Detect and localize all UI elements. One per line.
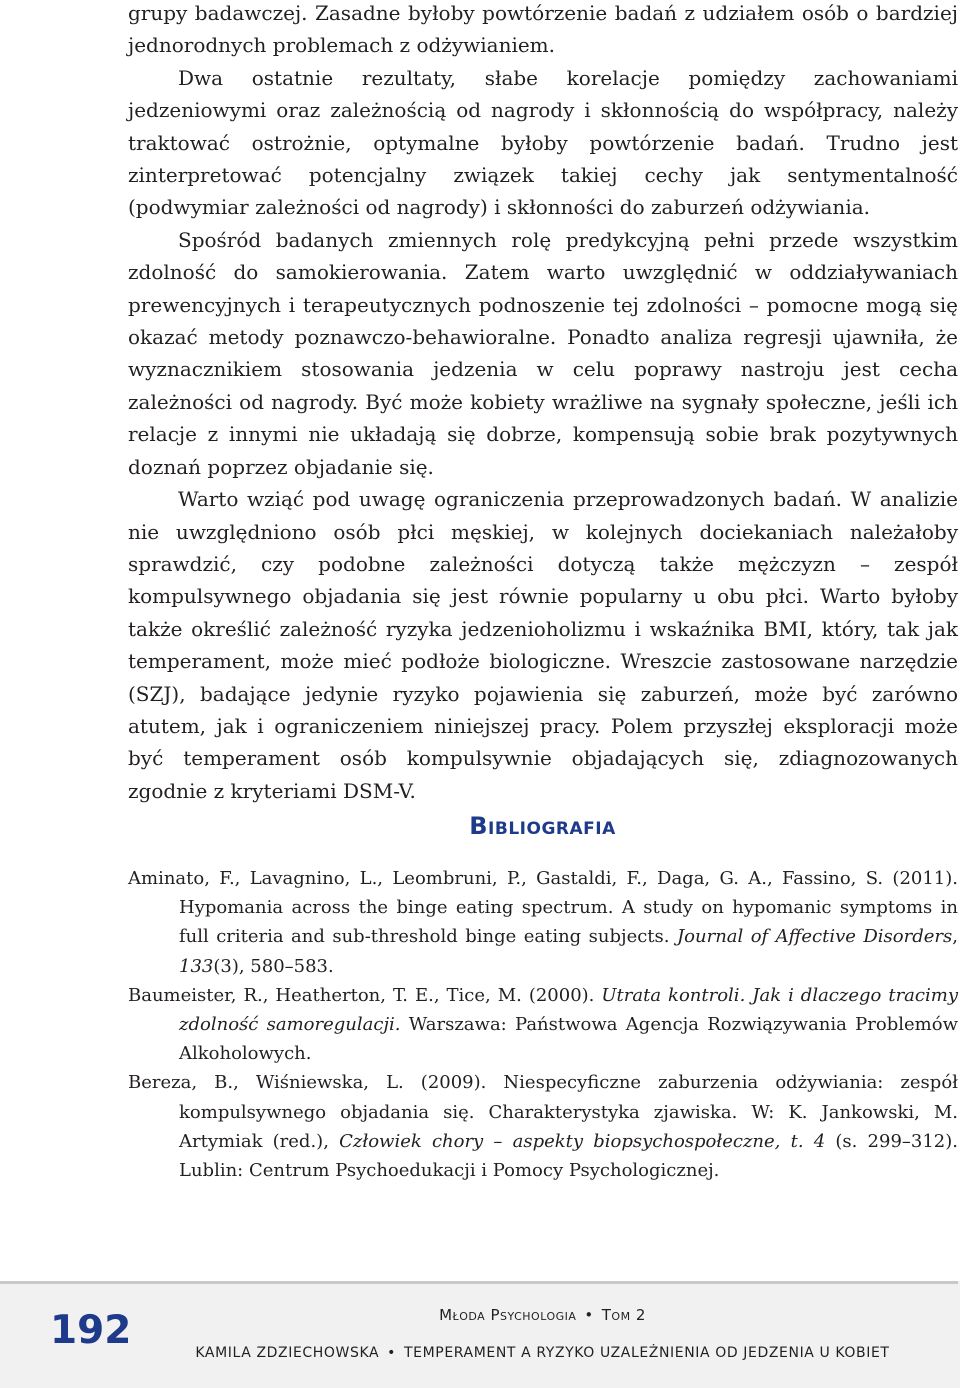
main-text (128, 0, 958, 807)
bibliography-heading-initial: B (469, 812, 489, 840)
bibliography-heading (0, 812, 960, 840)
bib-entry-text: Warszawa: Państwowa Agencja Rozwiązywania Problemów Alkoholowych. (179, 1014, 958, 1065)
paragraph-2: Dwa ostatnie rezultaty, słabe korelacje pomiędzy zachowaniami jedzeniowymi oraz zależnością od nagrody i skłonnością do współpracy, należy traktować ostrożnie, optymalne byłoby powtórzenie badań. Trudno jest zinterpretować potencjalny związek takiej cechy jak sentymentalność (podwymiar zależności od nagrody) i skłonności do zaburzeń odżywiania. (128, 65, 958, 220)
bullet-separator: • (584, 1306, 594, 1324)
page-footer (0, 1281, 960, 1388)
bib-title: Człowiek chory – aspekty biopsychospołeczne, t. 4 (339, 1130, 826, 1152)
bib-entry-bereza (128, 1068, 958, 1185)
bib-entry-aminato (128, 864, 958, 981)
paragraph-3: Spośród badanych zmiennych rolę predykcyjną pełni przede wszystkim zdolność do samokierowania. Zatem warto uwzględnić w oddziaływaniach prewencyjnych i terapeutycznych podnoszenie tej zdolności – pomocne mogą się okazać metody poznawczo-behawioralne. Ponadto analiza regresji ujawniła, że wyznacznikiem stosowania jedzenia w celu poprawy nastroju jest cecha zależności od nagrody. Być może kobiety wrażliwe na sygnały społeczne, jeśli ich relacje z innymi nie układają się dobrze, kompensują sobie brak pozytywnych doznań poprzez objadanie się. (128, 227, 958, 479)
running-header (0, 1345, 960, 1361)
bullet-separator: • (387, 1345, 397, 1361)
bib-entry-text: Aminato, F., Lavagnino, L., Leombruni, P., Gastaldi, F., Daga, G. A., Fassino, S. (2011). Hypomania across the binge eating spectrum. A study on hypomanic symptoms in full criteria and sub-threshold binge eating subjects. (128, 868, 958, 948)
bib-volume: 133 (179, 955, 214, 977)
bib-entry-text: Bereza, B., Wiśniewska, L. (2009). Niespecyficzne zaburzenia odżywiania: zespół kompulsywnego objadania się. Charakterystyka zjawiska. W: K. Jankowski, M. Artymiak (red.), (128, 1072, 958, 1152)
paragraph-1: grupy badawczej. Zasadne byłoby powtórzenie badań z udziałem osób o bardziej jednorodnych problemach z odżywianiem. (128, 1, 958, 58)
bibliography-heading-rest: IBLIOGRAFIA (488, 819, 616, 839)
footer-divider (0, 1281, 958, 1284)
bibliography-list (128, 864, 958, 1185)
bib-journal: Journal of Affective Disorders (676, 926, 953, 948)
paragraph-4: Warto wziąć pod uwagę ograniczenia przeprowadzonych badań. W analizie nie uwzględniono osób płci męskiej, w kolejnych dociekaniach należałoby sprawdzić, czy podobne zależności dotyczą także mężczyzn – zespół kompulsywnego objadania się jest równie popularny u obu płci. Warto byłoby także określić zależność ryzyka jedzenioholizmu i wskaźnika BMI, który, tak jak temperament, może mieć podłoże biologiczne. Wreszcie zastosowane narzędzie (SZJ), badające jedynie ryzyko pojawienia się zaburzeń, może być zarówno atutem, jak i ograniczeniem niniejszej pracy. Polem przyszłej eksploracji może być temperament osób kompulsywnie objadających się, zdiagnozowanych zgodnie z kryteriami DSM-V. (128, 487, 958, 803)
bib-entry-baumeister (128, 981, 958, 1069)
journal-volume: Tom 2 (601, 1306, 646, 1324)
page-number: 192 (50, 1308, 132, 1353)
bib-entry-text: Baumeister, R., Heatherton, T. E., Tice, M. (2000). (128, 984, 602, 1006)
bib-entry-text: (3), 580–583. (213, 955, 334, 977)
bib-entry-text: , (952, 926, 958, 948)
bib-title: Utrata kontroli. Jak i dlaczego tracimy zdolność samoregulacji. (179, 984, 958, 1036)
author-name: KAMILA ZDZIECHOWSKA (195, 1345, 380, 1361)
bib-entry-text: (s. 299–312). Lublin: Centrum Psychoedukacji i Pomocy Psychologicznej. (179, 1130, 958, 1182)
journal-line (0, 1306, 960, 1324)
article-title: TEMPERAMENT A RYZYKO UZALEŻNIENIA OD JEDZENIA U KOBIET (404, 1345, 890, 1361)
journal-name: Młoda Psychologia (439, 1306, 577, 1324)
